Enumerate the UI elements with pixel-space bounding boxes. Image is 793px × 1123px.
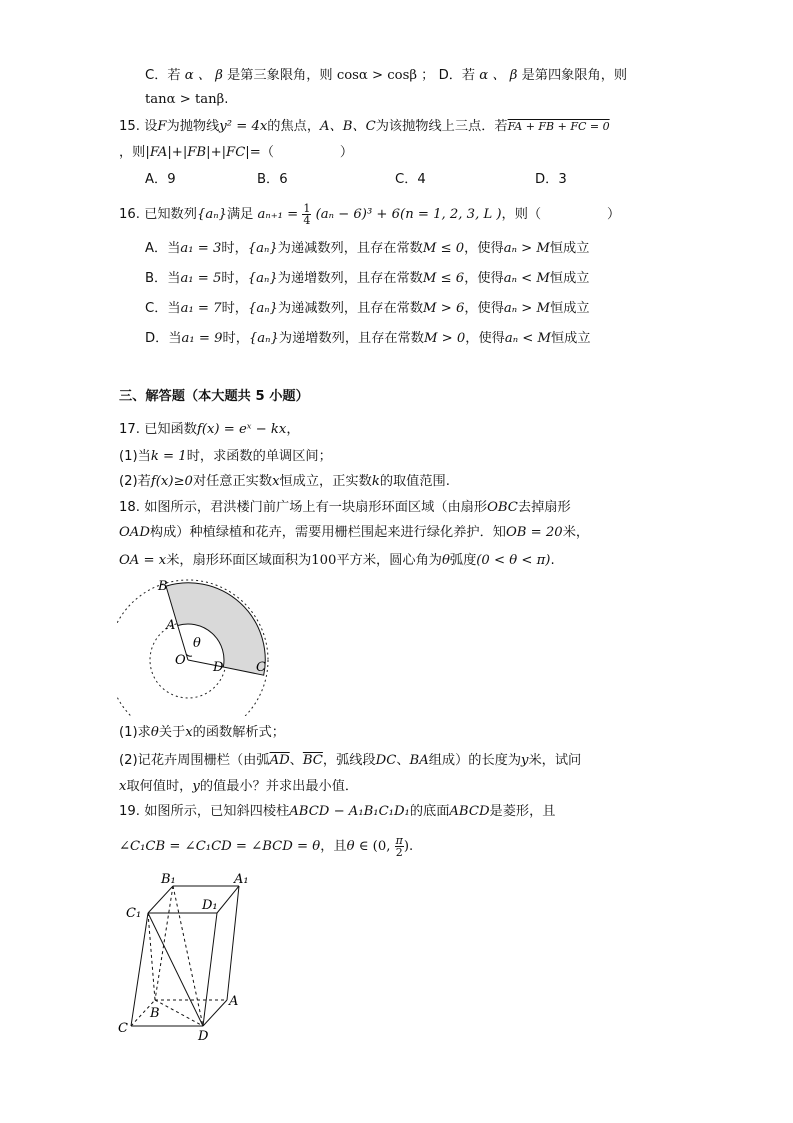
q16-b-end: 恒成立 <box>549 271 590 286</box>
q18-l3d: . <box>550 553 555 568</box>
q14-c-mid: 是第三象限角，则 <box>227 68 333 83</box>
q16-d-mid: 时， <box>222 331 249 346</box>
q19-frac-den: 2 <box>395 846 403 859</box>
q19-fraction <box>395 835 404 858</box>
q18-l2a: 构成）种植绿植和花卉，需要用栅栏围起来进行绿化养护．知 <box>149 525 506 540</box>
q14-c-angles: α 、 β <box>184 68 223 83</box>
edge-C1C <box>131 913 148 1026</box>
q19-l1a: 如图所示，已知斜四棱柱 <box>144 804 290 819</box>
q15-vector-sum: FA + FB + FC = 0 <box>507 120 610 133</box>
q17-p2b: 对任意正实数 <box>192 474 273 489</box>
q16-a-seq: {aₙ} <box>247 241 278 256</box>
q16-a-mid: 时， <box>221 241 248 256</box>
q16-a-kind: 为递减数列，且存在常数 <box>277 241 423 256</box>
q15-points: A、B、C <box>320 119 376 134</box>
q14-c-end: ； <box>421 68 435 83</box>
q16-c-a1: a₁ = 7 <box>180 301 222 316</box>
q17-function: f(x) = eˣ − kx <box>196 422 287 437</box>
edge-A1A <box>227 886 239 1000</box>
label-O: O <box>175 653 186 668</box>
hidden-B1D <box>173 886 203 1026</box>
q16-option-b <box>145 270 589 288</box>
q18-p1c: 的函数解析式； <box>192 725 285 740</box>
q16-c-ineq: aₙ > M <box>503 301 551 316</box>
q17-p2f: f(x)≥0 <box>150 474 193 489</box>
q15-option-c: C．4 <box>395 172 426 187</box>
label-A1: A₁ <box>234 872 249 887</box>
q16-number: 16. <box>119 207 140 222</box>
q16-a-M: M ≤ 0 <box>422 241 465 256</box>
q16-b-label: B．当 <box>145 271 181 286</box>
q19-prism: ABCD − A₁B₁C₁D₁ <box>289 804 410 819</box>
label-C: C <box>118 1021 128 1036</box>
q16-c-seq: {aₙ} <box>247 301 278 316</box>
q17-part-1 <box>119 448 332 466</box>
q16-b-a1: a₁ = 5 <box>180 271 222 286</box>
label-C: C <box>256 660 266 675</box>
edge-D1D <box>203 913 217 1026</box>
label-A: A <box>166 618 176 633</box>
q16-text-3: ，则（ ） <box>501 207 621 222</box>
q18-p2a: (2)记花卉周围栅栏（由弧 <box>119 753 270 768</box>
q18-p2c: 组成）的长度为 <box>428 753 522 768</box>
q15-number: 15. <box>119 119 140 134</box>
q16-b-kind: 为递增数列，且存在常数 <box>277 271 423 286</box>
q16-b-M: M ≤ 6 <box>422 271 465 286</box>
q16-d-ineq: aₙ < M <box>504 331 551 346</box>
q19-l2b: ，且 <box>320 839 347 854</box>
edge-C1B1 <box>148 886 173 913</box>
q16-d-kind: 为递增数列，且存在常数 <box>278 331 424 346</box>
q16-c-kind: 为递减数列，且存在常数 <box>277 301 424 316</box>
q16-rec-left: aₙ₊₁ = <box>257 207 299 222</box>
q15-line-1 <box>119 118 610 136</box>
label-D: D <box>198 1029 209 1044</box>
q16-d-label: D．当 <box>145 331 182 346</box>
q14-line-2 <box>145 91 228 109</box>
q16-text-1: 已知数列 <box>144 207 197 222</box>
q16-c-end: 恒成立 <box>550 301 590 316</box>
q18-line-3 <box>119 552 555 570</box>
q16-d-a1: a₁ = 9 <box>181 331 223 346</box>
q18-area: 100 <box>311 553 337 568</box>
q19-number: 19. <box>119 804 140 819</box>
q19-base: ABCD <box>449 804 490 819</box>
q15-parabola: y² = 4x <box>219 119 268 134</box>
q18-arc2: $\overline{BC}$ <box>302 753 323 768</box>
q16-rec-right: (aₙ − 6)³ + 6(n = 1, 2, 3, L ) <box>315 207 502 222</box>
q16-line-1 <box>119 202 620 228</box>
q17-p2d: 的取值范围. <box>379 474 450 489</box>
q16-seq: {aₙ} <box>196 207 227 222</box>
q17-text-1: 已知函数 <box>144 422 197 437</box>
q18-p3b: 的值最小？并求出最小值． <box>199 779 359 794</box>
label-B: B <box>158 579 168 594</box>
q18-p1a: (1)求 <box>119 725 151 740</box>
q18-p2b: ，弧线段 <box>322 753 376 768</box>
q17-p2k: k <box>371 474 380 489</box>
q18-p1b: 关于 <box>158 725 186 740</box>
q14-d-angles: α 、 β <box>479 68 518 83</box>
q16-a-ineq: aₙ > M <box>503 241 550 256</box>
q17-text-2: ， <box>286 422 300 437</box>
q16-c-M: M > 6 <box>423 301 465 316</box>
q16-b-ineq: aₙ < M <box>503 271 550 286</box>
q18-OAD: OAD <box>119 525 150 540</box>
q18-p3a: 取何值时， <box>126 779 193 794</box>
q16-option-d <box>145 330 591 348</box>
q18-p1x: x <box>185 725 193 740</box>
q18-figure <box>117 576 317 716</box>
q16-frac-num: 1 <box>303 201 311 215</box>
q15-line-2 <box>119 144 353 162</box>
q16-d-end: 恒成立 <box>551 331 591 346</box>
hidden-BD <box>155 1000 203 1026</box>
q19-cond: θ ∈ <box>346 839 369 854</box>
q19-figure <box>116 866 256 1046</box>
q17-p2a: (2)若 <box>119 474 151 489</box>
q18-arc1: $\overline{AD}$ <box>269 753 290 768</box>
q14-c-expr: cosα > cosβ <box>336 68 417 83</box>
q18-OB: OB = 20 <box>505 525 563 540</box>
q16-b-mid: 时， <box>221 271 248 286</box>
q19-line-1 <box>119 803 555 821</box>
label-theta: θ <box>193 636 201 651</box>
q16-a-label: A．当 <box>145 241 181 256</box>
q18-line-1 <box>119 499 571 517</box>
q18-part-2 <box>119 752 581 770</box>
q18-DC: DC <box>375 753 397 768</box>
label-D1: D₁ <box>202 898 218 913</box>
q14-c-label: C．若 <box>145 68 181 83</box>
q16-a-t: ，使得 <box>464 241 504 256</box>
q19-interval: (0, $\frac{\pi}{2}$ ) <box>372 834 409 859</box>
q19-angles: ∠C₁CB = ∠C₁CD = ∠BCD = θ <box>119 839 321 854</box>
q16-b-seq: {aₙ} <box>247 271 278 286</box>
q15-answer-paren: （ ） <box>260 145 354 160</box>
q15-F: F <box>157 119 167 134</box>
q19-line-2 <box>119 834 413 860</box>
label-C1: C₁ <box>126 906 142 921</box>
q16-fraction <box>302 203 311 226</box>
section-3-heading: 三、解答题（本大题共 5 小题） <box>119 389 309 404</box>
q17-number: 17. <box>119 422 140 437</box>
q17-p2x: x <box>272 474 280 489</box>
label-D: D <box>213 660 224 675</box>
q15-option-a: A．9 <box>145 172 176 187</box>
q16-a-end: 恒成立 <box>549 241 590 256</box>
q18-l3b: 平方米，圆心角为 <box>336 553 442 568</box>
q17-p1b: 时，求函数的单调区间； <box>186 449 332 464</box>
edge-A1D1 <box>217 886 239 913</box>
q16-option-a <box>145 240 589 258</box>
q17-p1k: k = 1 <box>150 449 187 464</box>
q16-option-c <box>145 300 590 318</box>
q18-OA: OA = x <box>119 553 167 568</box>
label-A: A <box>229 994 239 1009</box>
q14-d-end: . <box>224 92 229 107</box>
q15-text-4: 为该抛物线上三点．若 <box>375 119 508 134</box>
q15-option-d: D．3 <box>535 172 567 187</box>
q15-option-b: B．6 <box>257 172 288 187</box>
q18-BA: BA <box>409 753 429 768</box>
q18-range: (0 < θ < π) <box>476 553 551 568</box>
q17-part-2 <box>119 473 450 491</box>
q18-number: 18. <box>119 500 140 515</box>
q15-text-5: ，则 <box>119 145 146 160</box>
q15-text-1: 设 <box>144 119 158 134</box>
q16-c-label: C．当 <box>145 301 181 316</box>
q18-p3y: y <box>192 779 200 794</box>
q18-OBC: OBC <box>487 500 518 515</box>
q16-c-mid: 时， <box>221 301 248 316</box>
q16-frac-den: 4 <box>303 213 311 227</box>
q14-d-label: D．若 <box>438 68 476 83</box>
q18-sep2: 、 <box>396 753 410 768</box>
q17-line-1 <box>119 421 300 439</box>
q15-text-2: 为抛物线 <box>166 119 220 134</box>
q16-c-t: ，使得 <box>464 301 504 316</box>
q18-l1b: 去掉扇形 <box>517 500 571 515</box>
q14-d-expr: tanα > tanβ <box>145 92 225 107</box>
q18-l1a: 如图所示，君洪楼门前广场上有一块扇形环面区域（由扇形 <box>144 500 488 515</box>
q16-a-a1: a₁ = 3 <box>180 241 222 256</box>
q15-abs-sum: |FA|+|FB|+|FC|= <box>145 145 261 160</box>
q19-l1b: 的底面 <box>409 804 450 819</box>
q18-p3x: x <box>119 779 127 794</box>
label-B1: B₁ <box>161 872 176 887</box>
q17-p1a: (1)当 <box>119 449 151 464</box>
q15-text-3: 的焦点， <box>267 119 321 134</box>
q18-theta: θ <box>441 553 450 568</box>
q16-d-M: M > 0 <box>423 331 466 346</box>
q18-line-2 <box>119 524 589 542</box>
q18-l3c: 弧度 <box>449 553 477 568</box>
q16-b-t: ，使得 <box>464 271 504 286</box>
q18-p1t: θ <box>150 725 159 740</box>
q18-y: y <box>521 753 529 768</box>
q16-d-seq: {aₙ} <box>248 331 279 346</box>
q17-p2c: 恒成立，正实数 <box>279 474 372 489</box>
q14-d-mid: 是第四象限角，则 <box>521 68 628 83</box>
q14-line-1 <box>145 67 627 85</box>
q19-l1c: 是菱形，且 <box>489 804 556 819</box>
label-B: B <box>150 1006 160 1021</box>
q18-p2d: 米，试问 <box>528 753 582 768</box>
q19-frac-num: π <box>395 834 403 847</box>
q19-l2c: . <box>408 839 414 854</box>
edge-DA <box>203 1000 227 1026</box>
q16-text-2: 满足 <box>226 207 254 222</box>
q16-d-t: ，使得 <box>465 331 505 346</box>
q18-sep: 、 <box>289 753 303 768</box>
q18-l3a: 米，扇形环面区域面积为 <box>166 553 312 568</box>
q18-l2b: 米， <box>562 525 590 540</box>
q18-part-1 <box>119 724 285 742</box>
q18-part-2-cont <box>119 778 358 796</box>
